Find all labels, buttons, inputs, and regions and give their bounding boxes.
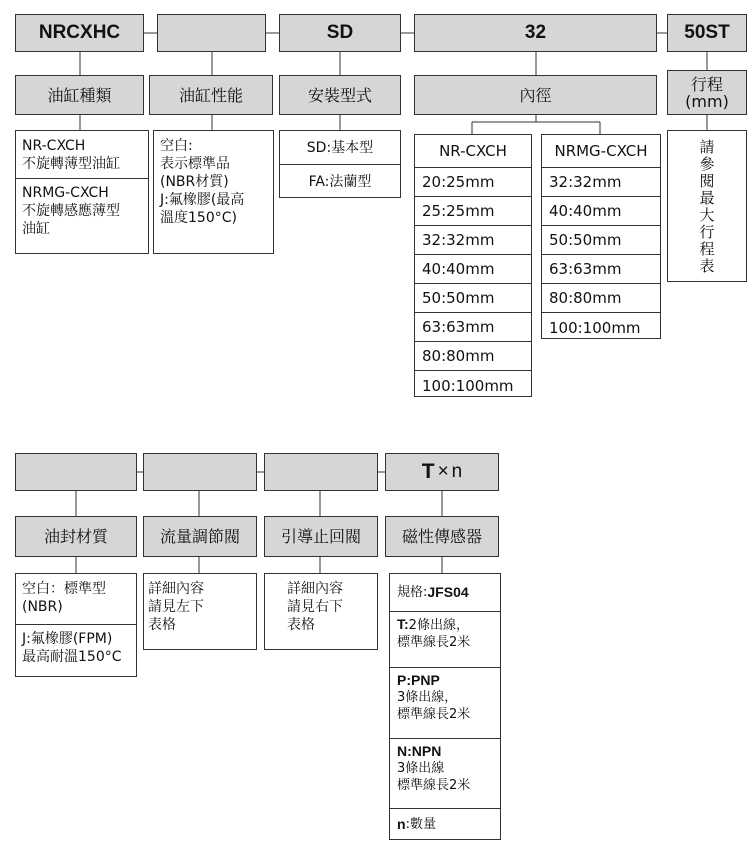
sensor-count-code: n xyxy=(397,815,406,832)
series-option-nrmg-desc: 不旋轉感應薄型 xyxy=(22,203,120,219)
category-sensor-text: 磁性傳感器 xyxy=(401,527,482,546)
series-option-nr-desc: 不旋轉薄型油缸 xyxy=(22,156,120,172)
seal-options xyxy=(15,573,137,677)
pilot-note-line2: 請見右下 xyxy=(287,599,343,615)
code-seal xyxy=(15,453,137,491)
type-option-line3: (NBR材質) xyxy=(160,174,229,190)
type-option-line2: 表示標準品 xyxy=(160,156,230,172)
sensor-option-p-code: P:PNP xyxy=(397,672,440,688)
category-stroke-line1: 行程 xyxy=(690,74,723,94)
type-options xyxy=(153,130,274,254)
code-sensor xyxy=(385,453,499,491)
type-option-line5: 溫度150°C) xyxy=(160,210,237,226)
stroke-note xyxy=(667,130,747,282)
bore-table-nr xyxy=(414,134,532,397)
stroke-note-char: 程 xyxy=(699,240,715,258)
series-options xyxy=(15,130,149,254)
bore-row: 40:40mm xyxy=(542,197,660,226)
bore-row: 63:63mm xyxy=(542,255,660,284)
sensor-options xyxy=(389,573,501,840)
category-seal xyxy=(15,516,137,557)
sensor-option-t-line1: 2條出線， xyxy=(408,618,469,633)
bore-row: 25:25mm xyxy=(415,197,531,226)
stroke-note-char: 請 xyxy=(699,138,715,156)
sensor-option-p-line2: 標準線長2米 xyxy=(397,707,471,722)
sensor-count-label: :數量 xyxy=(405,816,436,832)
code-mount xyxy=(279,14,401,52)
seal-option-standard xyxy=(16,574,136,625)
pilot-note xyxy=(264,573,378,650)
sensor-option-n-line1: 3條出線 xyxy=(397,761,445,776)
seal-option-standard-line2: (NBR) xyxy=(22,599,63,615)
bore-row: 100:100mm xyxy=(549,318,641,337)
category-flow xyxy=(143,516,257,557)
sensor-option-n xyxy=(390,739,500,809)
series-option-nrmg-desc2: 油缸 xyxy=(22,221,50,237)
bore-row: 50:50mm xyxy=(542,226,660,255)
code-series-text: NRCXHC xyxy=(38,22,121,43)
category-type xyxy=(149,75,273,115)
type-option-line1: 空白: xyxy=(160,138,193,154)
bore-table-nrmg xyxy=(541,134,661,339)
category-series-text: 油缸種類 xyxy=(47,85,112,105)
bore-row: 80:80mm xyxy=(415,342,531,371)
bore-row: 32:32mm xyxy=(415,226,531,255)
mount-option-sd: SD:基本型 xyxy=(280,131,400,165)
sensor-option-t xyxy=(390,612,500,668)
flow-note-line2: 請見左下 xyxy=(148,599,204,615)
bore-table-nrmg-header: NRMG-CXCH xyxy=(542,135,660,168)
sensor-option-n-code: N:NPN xyxy=(397,743,442,759)
series-option-nrmg-code: NRMG-CXCH xyxy=(22,185,109,201)
type-option-line4: J:氟橡膠(最高 xyxy=(160,192,245,208)
sensor-spec xyxy=(390,574,500,612)
category-series xyxy=(15,75,144,115)
sensor-spec-value: JFS04 xyxy=(427,584,469,600)
seal-option-fpm xyxy=(16,625,136,669)
code-series xyxy=(15,14,144,52)
stroke-note-char: 最 xyxy=(699,189,715,207)
series-option-nr xyxy=(16,131,148,179)
category-bore-text: 內徑 xyxy=(519,85,552,105)
series-option-nr-code: NR-CXCH xyxy=(22,138,86,154)
bore-row: 32:32mm xyxy=(542,168,660,197)
code-pilot xyxy=(264,453,378,491)
sensor-count xyxy=(390,809,500,839)
sensor-option-p-line1: 3條出線， xyxy=(397,690,458,705)
category-bore xyxy=(414,75,657,115)
bore-row: 50:50mm xyxy=(415,284,531,313)
category-stroke xyxy=(667,70,747,115)
pilot-note-line3: 表格 xyxy=(287,617,315,633)
category-pilot-text: 引導止回閥 xyxy=(280,527,361,546)
code-sensor-t: T xyxy=(421,460,435,483)
bore-row: 63:63mm xyxy=(415,313,531,342)
flow-note-line3: 表格 xyxy=(148,617,176,633)
sensor-option-t-code: T: xyxy=(397,616,409,632)
sensor-option-t-line2: 標準線長2米 xyxy=(397,635,471,650)
mount-options xyxy=(279,130,401,198)
pilot-note-line1: 詳細內容 xyxy=(287,581,343,597)
stroke-note-char: 表 xyxy=(699,257,715,275)
sensor-spec-label: 規格: xyxy=(397,585,428,600)
mount-option-fa: FA:法蘭型 xyxy=(308,173,372,190)
category-seal-text: 油封材質 xyxy=(43,527,108,546)
stroke-note-char: 參 xyxy=(699,155,715,173)
flow-note-line1: 詳細內容 xyxy=(148,581,204,597)
seal-option-fpm-line1: J:氟橡膠(FPM) xyxy=(22,631,113,647)
category-type-text: 油缸性能 xyxy=(178,85,243,105)
code-stroke-text: 50ST xyxy=(684,22,730,43)
code-stroke xyxy=(667,14,747,52)
seal-option-standard-line1: 空白：標準型 xyxy=(22,581,106,597)
code-bore-text: 32 xyxy=(524,22,547,43)
bore-row: 80:80mm xyxy=(542,284,660,313)
bore-row: 20:25mm xyxy=(415,168,531,197)
category-flow-text: 流量調節閥 xyxy=(159,527,240,546)
code-sensor-n: n xyxy=(451,461,463,482)
stroke-note-char: 閱 xyxy=(699,172,715,190)
stroke-note-char: 大 xyxy=(699,206,715,224)
flow-note xyxy=(143,573,257,650)
stroke-note-char: 行 xyxy=(699,223,715,241)
series-option-nrmg xyxy=(16,179,148,241)
code-sensor-x: × xyxy=(437,461,449,482)
bore-row: 100:100mm xyxy=(422,376,514,395)
category-mount xyxy=(279,75,401,115)
category-mount-text: 安裝型式 xyxy=(307,85,372,105)
code-mount-text: SD xyxy=(326,22,354,43)
bore-table-nr-header: NR-CXCH xyxy=(415,135,531,168)
sensor-option-p xyxy=(390,668,500,739)
category-pilot xyxy=(264,516,378,557)
sensor-option-n-line2: 標準線長2米 xyxy=(397,778,471,793)
category-sensor xyxy=(385,516,499,557)
category-stroke-line2: (mm) xyxy=(685,91,729,111)
seal-option-fpm-line2: 最高耐溫150°C xyxy=(22,649,122,665)
code-type xyxy=(157,14,266,52)
code-bore xyxy=(414,14,657,52)
bore-row: 40:40mm xyxy=(415,255,531,284)
code-flow xyxy=(143,453,257,491)
